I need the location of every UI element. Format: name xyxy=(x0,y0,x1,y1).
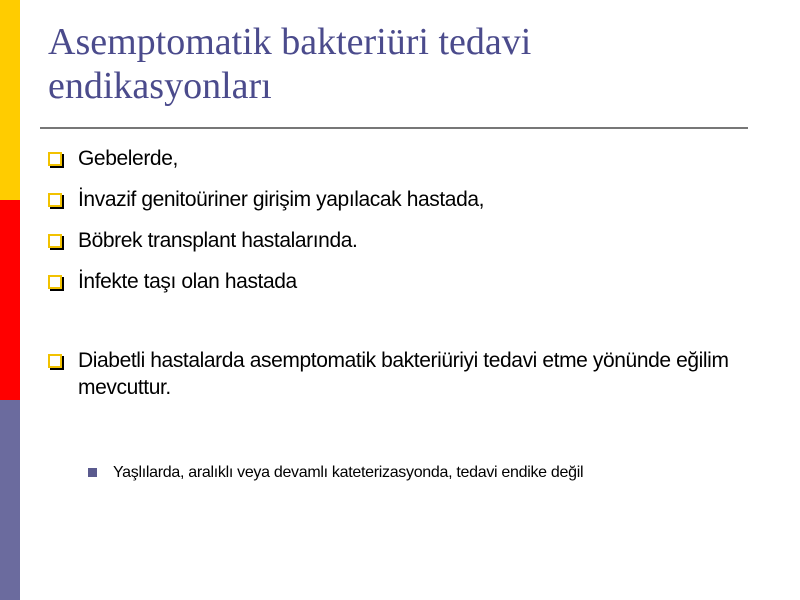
bullet-text: Böbrek transplant hastalarında. xyxy=(78,229,358,252)
list-item xyxy=(48,268,758,295)
sub-bullet-text: Yaşlılarda, aralıklı veya devamlı kateterizasyonda, tedavi endike değil xyxy=(113,464,584,481)
bullet-text: Gebelerde, xyxy=(78,147,178,170)
filled-square-bullet-icon xyxy=(88,468,97,477)
sub-bullet-list xyxy=(88,462,768,484)
side-bar-purple xyxy=(0,400,20,600)
title-divider xyxy=(40,127,748,129)
slide-title: Asemptomatik bakteriüri tedavi endikasyonları xyxy=(48,21,532,107)
side-bar-red xyxy=(0,200,20,400)
square-bullet-icon xyxy=(48,193,62,207)
list-item xyxy=(48,227,758,254)
bullet-text: İnvazif genitoüriner girişim yapılacak hastada, xyxy=(78,188,485,211)
side-bar-yellow xyxy=(0,0,20,200)
list-item xyxy=(48,186,758,213)
bullet-text: İnfekte taşı olan hastada xyxy=(78,270,297,293)
square-bullet-icon xyxy=(48,354,62,368)
square-bullet-icon xyxy=(48,234,62,248)
bullet-text: Diabetli hastalarda asemptomatik bakteriüriyi tedavi etme yönünde eğilim mevcuttur. xyxy=(78,349,729,399)
list-item xyxy=(88,462,768,484)
list-item xyxy=(48,145,758,172)
bullet-list xyxy=(48,145,758,401)
square-bullet-icon xyxy=(48,152,62,166)
list-item xyxy=(48,347,758,401)
square-bullet-icon xyxy=(48,275,62,289)
